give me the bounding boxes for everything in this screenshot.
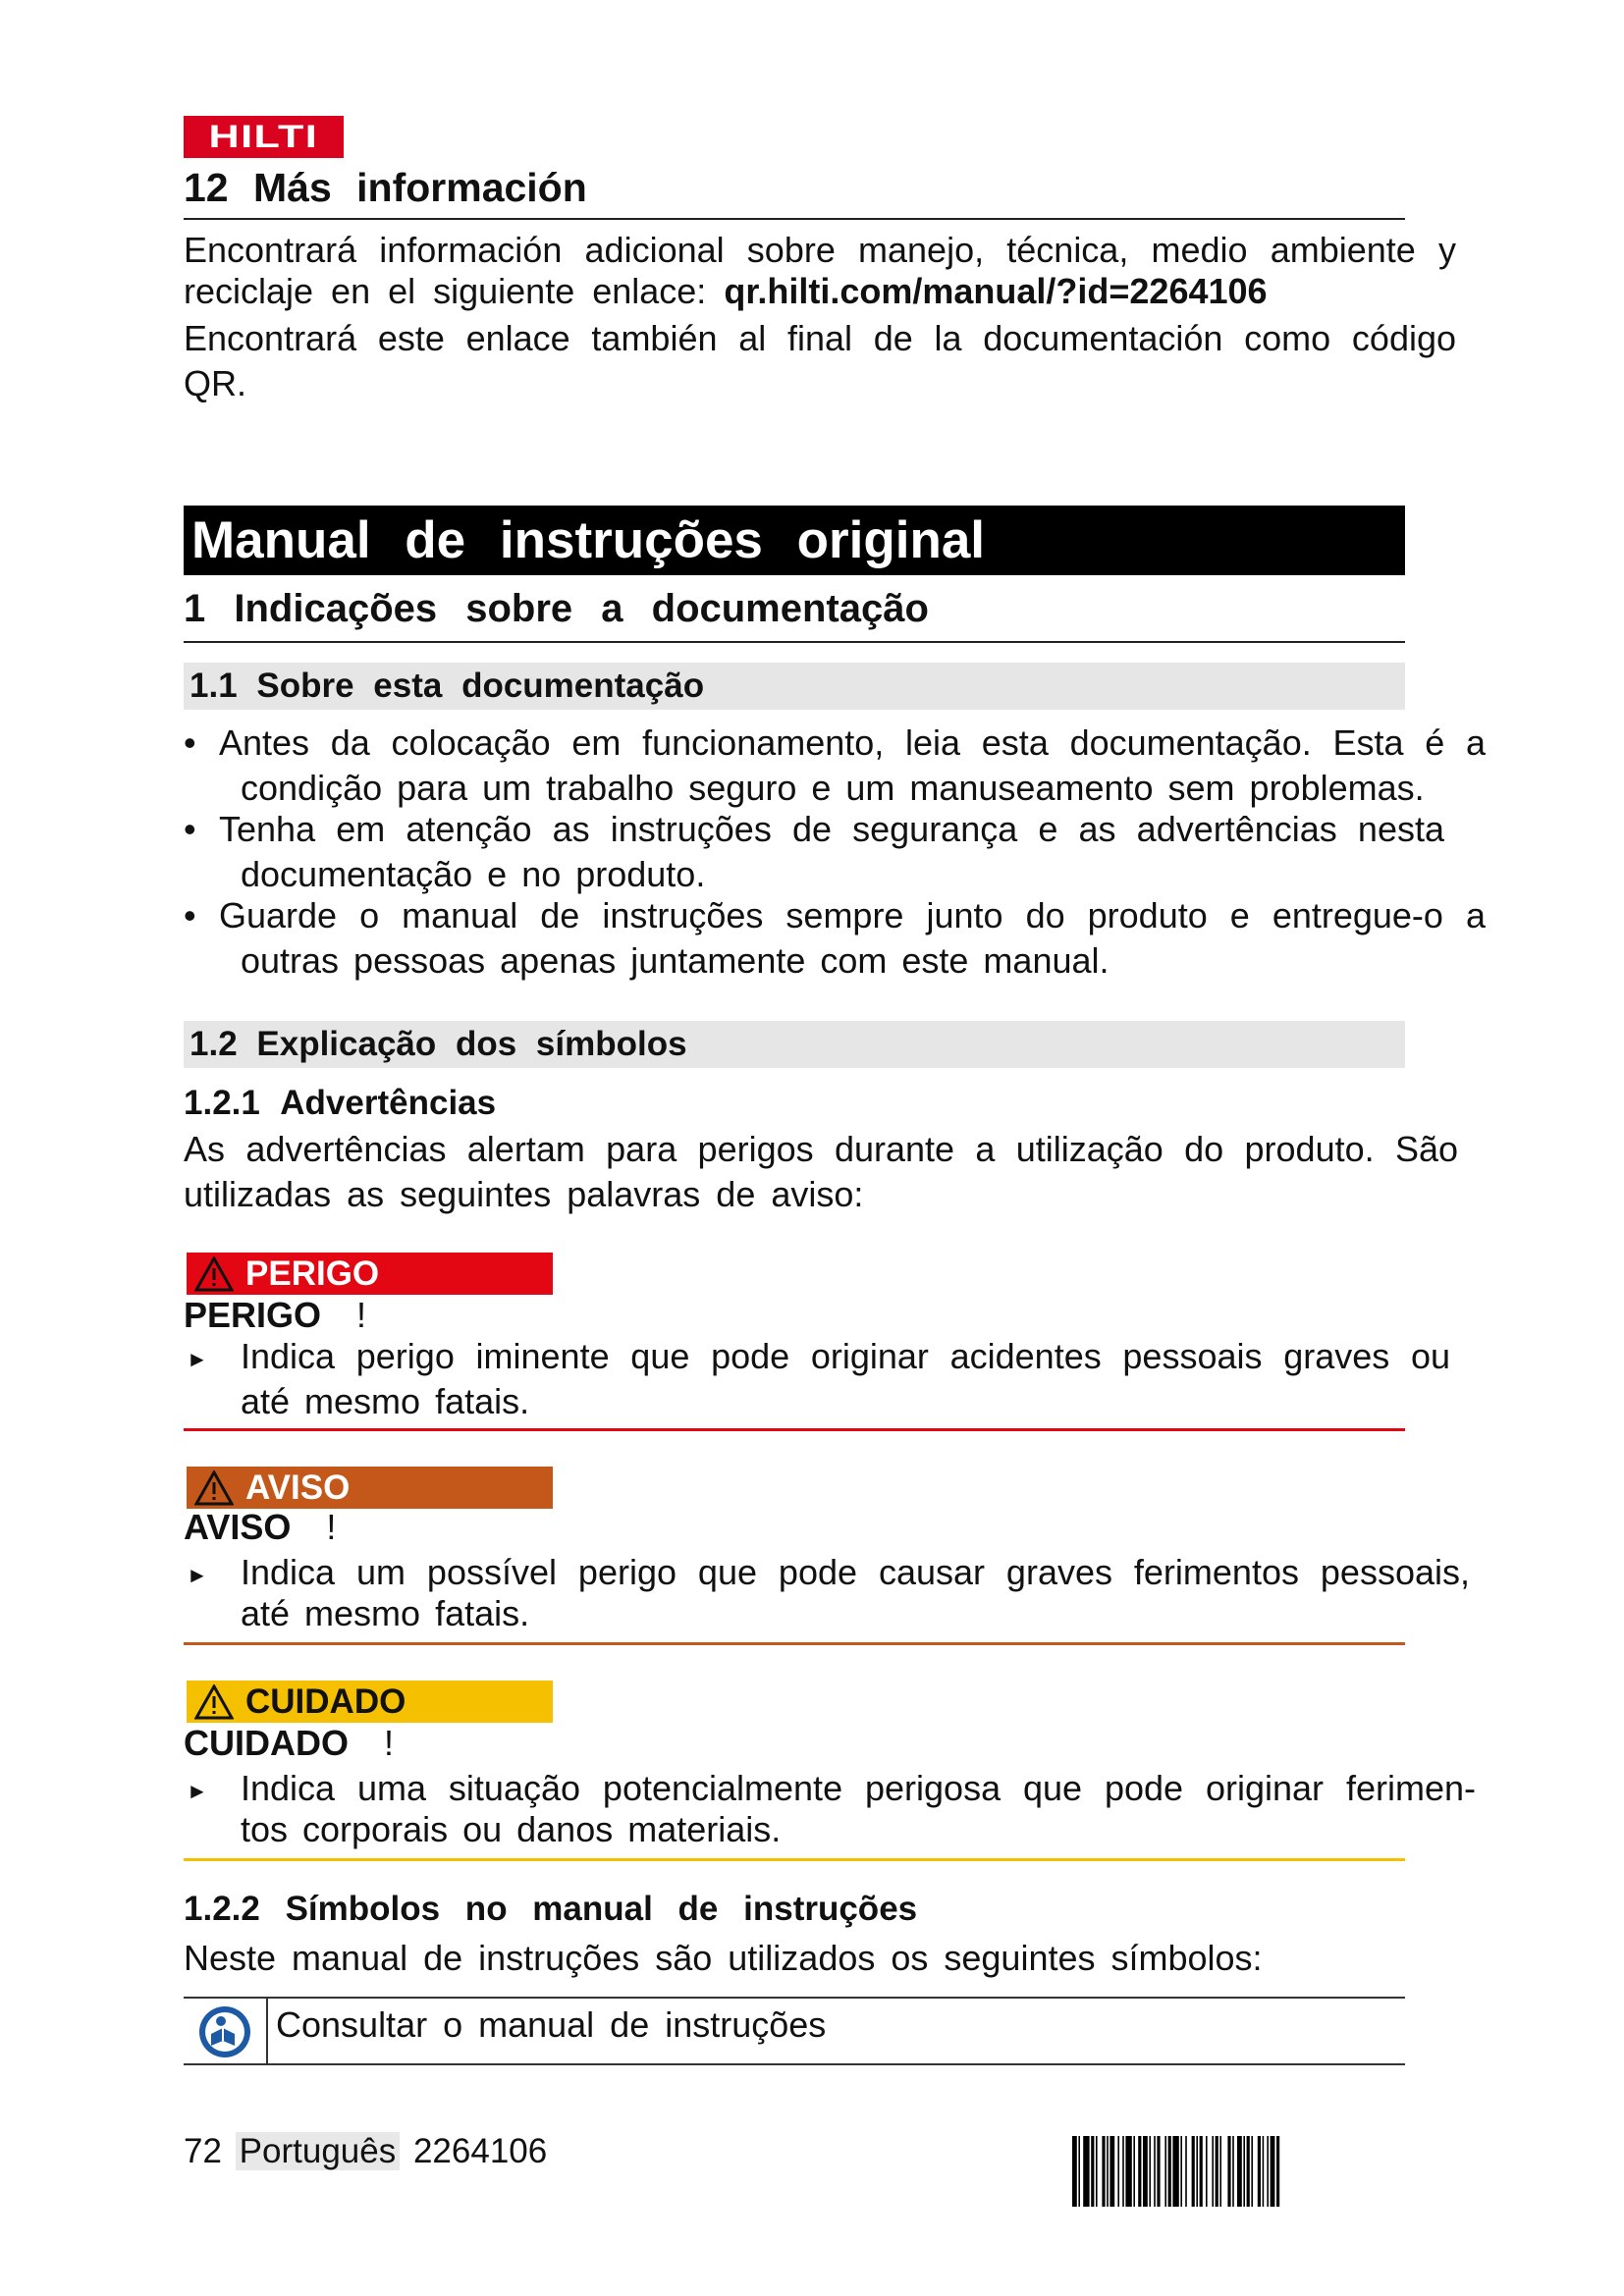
warning-mark: ! — [326, 1507, 337, 1547]
barcode-bar — [1154, 2136, 1156, 2207]
section-12-line2-text: reciclaje en el siguiente enlace: — [184, 271, 707, 311]
barcode-bar — [1149, 2136, 1151, 2207]
barcode-bar — [1258, 2136, 1261, 2207]
barcode-bar — [1196, 2136, 1198, 2207]
barcode-bar — [1078, 2136, 1080, 2207]
danger-text-line1: Indica perigo iminente que pode originar acidentes pessoais graves ou — [241, 1336, 1450, 1376]
danger-divider — [184, 1428, 1405, 1431]
barcode-bar — [1091, 2136, 1094, 2207]
barcode-bar — [1125, 2136, 1131, 2207]
caution-label-bar — [187, 1681, 553, 1723]
caution-label: CUIDADO — [245, 1682, 406, 1721]
warning-triangle-icon — [194, 1684, 234, 1720]
danger-mark: ! — [356, 1295, 367, 1335]
barcode-bar — [1138, 2136, 1141, 2207]
list-item-line1: Tenha em atenção as instruções de segurança e as advertências nesta — [219, 809, 1444, 849]
barcode-bar — [1164, 2136, 1166, 2207]
barcode-bar — [1110, 2136, 1114, 2207]
barcode-bar — [1263, 2136, 1265, 2207]
list-item-line2: condição para um trabalho seguro e um manuseamento sem problemas. — [241, 768, 1425, 808]
barcode-bar — [1107, 2136, 1109, 2207]
barcode-bar — [1122, 2136, 1124, 2207]
barcode-bar — [1168, 2136, 1171, 2207]
barcode-bar — [1083, 2136, 1089, 2207]
barcode-bar — [1212, 2136, 1214, 2207]
danger-label-bar — [187, 1253, 553, 1295]
barcode-bar — [1180, 2136, 1182, 2207]
subsection-1-2-2-title: 1.2.2 Símbolos no manual de instruções — [184, 1890, 918, 1928]
caution-title — [184, 1723, 394, 1764]
section-12-line4: QR. — [184, 363, 247, 403]
caution-title-text: CUIDADO — [184, 1723, 349, 1763]
barcode-bar — [1243, 2136, 1245, 2207]
barcode-bar — [1216, 2136, 1218, 2207]
warning-triangle-icon — [194, 1470, 234, 1506]
footer-language: Português — [236, 2132, 401, 2170]
section-1-title: 1 Indicações sobre a documentação — [184, 587, 929, 630]
warning-text-line1: Indica um possível perigo que pode causar graves ferimentos pessoais, — [241, 1552, 1470, 1592]
list-item — [184, 721, 1489, 807]
caution-mark: ! — [384, 1723, 395, 1763]
page-footer — [184, 2132, 547, 2171]
read-manual-icon — [197, 2004, 252, 2059]
barcode-bar — [1102, 2136, 1105, 2207]
symbols-row-text: Consultar o manual de instruções — [276, 2004, 827, 2045]
list-item — [184, 893, 1489, 980]
danger-title — [184, 1295, 366, 1336]
warning-title — [184, 1507, 336, 1548]
list-item-line1: Guarde o manual de instruções sempre junto do produto e entregue-o a — [219, 895, 1486, 935]
barcode-bar — [1206, 2136, 1208, 2207]
barcode-bar — [1237, 2136, 1242, 2207]
arrow-icon: ► — [187, 1347, 208, 1371]
subsection-1-2-1-title: 1.2.1 Advertências — [184, 1084, 497, 1122]
list-item-line2: documentação e no produto. — [241, 854, 706, 894]
manual-banner: Manual de instruções original — [184, 506, 1405, 575]
barcode — [1072, 2136, 1402, 2207]
divider — [184, 641, 1405, 643]
warning-label-bar — [187, 1467, 553, 1509]
warning-label: AVISO — [245, 1468, 351, 1507]
manual-link[interactable]: qr.hilti.com/manual/?id=2264106 — [724, 271, 1268, 311]
caution-divider — [184, 1858, 1405, 1861]
list-item-line1: Antes da colocação em funcionamento, leia esta documentação. Esta é a — [219, 722, 1486, 763]
page-number: 72 — [184, 2132, 222, 2170]
arrow-icon: ► — [187, 1563, 208, 1587]
arrow-icon: ► — [187, 1779, 208, 1803]
danger-title-text: PERIGO — [184, 1295, 322, 1335]
warnings-intro-line2: utilizadas as seguintes palavras de aviso: — [184, 1174, 864, 1214]
symbols-intro: Neste manual de instruções são utilizados os seguintes símbolos: — [184, 1938, 1263, 1978]
danger-label: PERIGO — [245, 1254, 380, 1293]
table-bottom-border — [184, 2063, 1405, 2065]
table-column-divider — [266, 1997, 268, 2065]
caution-text-line2: tos corporais ou danos materiais. — [241, 1809, 782, 1849]
barcode-bar — [1157, 2136, 1160, 2207]
barcode-bar — [1232, 2136, 1234, 2207]
barcode-bar — [1267, 2136, 1269, 2207]
barcode-bar — [1271, 2136, 1275, 2207]
subsection-1-2-title: 1.2 Explicação dos símbolos — [184, 1021, 1405, 1068]
barcode-bar — [1133, 2136, 1135, 2207]
warning-triangle-icon — [194, 1256, 234, 1292]
barcode-bar — [1185, 2136, 1187, 2207]
section-12-title: 12 Más información — [184, 165, 587, 210]
bullet-dot: • — [184, 722, 196, 763]
barcode-bar — [1200, 2136, 1203, 2207]
list-item-line2: outras pessoas apenas juntamente com este manual. — [241, 940, 1110, 981]
subsection-1-1-title: 1.1 Sobre esta documentação — [184, 663, 1405, 710]
barcode-bar — [1096, 2136, 1098, 2207]
barcode-bar — [1143, 2136, 1148, 2207]
bullet-list — [184, 721, 1489, 980]
table-top-border — [184, 1997, 1405, 1999]
symbols-table — [184, 1997, 1405, 2065]
barcode-bar — [1276, 2136, 1279, 2207]
warning-divider — [184, 1642, 1405, 1645]
bullet-dot: • — [184, 809, 196, 849]
barcode-bar — [1072, 2136, 1077, 2207]
section-12-line1: Encontrará información adicional sobre manejo, técnica, medio ambiente y — [184, 230, 1456, 270]
footer-doc-id: 2264106 — [412, 2132, 548, 2170]
hilti-logo — [184, 116, 344, 158]
bullet-dot: • — [184, 895, 196, 935]
section-12-line3: Encontrará este enlace también al final de la documentación como código — [184, 318, 1456, 358]
divider — [184, 218, 1405, 220]
danger-text-line2: até mesmo fatais. — [241, 1381, 530, 1421]
barcode-bar — [1251, 2136, 1253, 2207]
warning-text-line2: até mesmo fatais. — [241, 1593, 530, 1633]
warning-title-text: AVISO — [184, 1507, 292, 1547]
caution-text-line1: Indica uma situação potencialmente perigosa que pode originar ferimen- — [241, 1768, 1476, 1808]
section-12-line2 — [184, 269, 1456, 314]
barcode-bar — [1219, 2136, 1221, 2207]
barcode-bar — [1117, 2136, 1119, 2207]
logo-text: HILTI — [208, 119, 319, 154]
barcode-bar — [1247, 2136, 1250, 2207]
barcode-bar — [1172, 2136, 1178, 2207]
warnings-intro-line1: As advertências alertam para perigos durante a utilização do produto. São — [184, 1129, 1458, 1169]
barcode-bar — [1192, 2136, 1195, 2207]
barcode-bar — [1227, 2136, 1230, 2207]
list-item — [184, 807, 1489, 893]
